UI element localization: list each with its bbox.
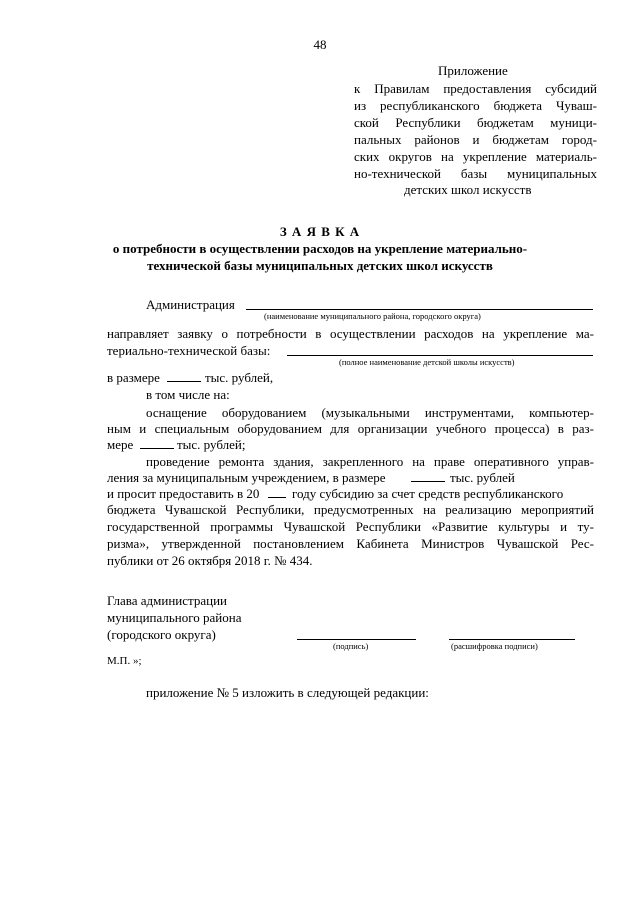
appendix-line: но-технической базы муниципальных: [354, 166, 597, 181]
school-input-line[interactable]: [287, 355, 593, 356]
administration-label: Администрация: [146, 297, 235, 312]
subsidy-line: государственной программы Чувашской Республики «Развитие культуры и ту-: [107, 519, 594, 534]
subsidy-year-label: и просит предоставить в 20: [107, 486, 260, 501]
repair-amount-label: ления за муниципальным учреждением, в размере: [107, 470, 386, 485]
administration-input-line[interactable]: [246, 309, 593, 310]
head-title-line: Глава администрации: [107, 593, 228, 608]
equipment-amount-unit: тыс. рублей;: [177, 437, 246, 452]
head-title-line: муниципального района: [107, 610, 242, 625]
equipment-line: ным и специальным оборудованием для организации учебного процесса) в раз-: [107, 421, 594, 436]
repair-amount-input-line[interactable]: [411, 481, 445, 482]
equipment-line: оснащение оборудованием (музыкальными инструментами, компьютер-: [146, 405, 594, 420]
amount-input-line[interactable]: [167, 381, 201, 382]
administration-caption: (наименование муниципального района, городского округа): [264, 311, 481, 321]
appendix-line: пальных районов и бюджетам город-: [354, 132, 597, 147]
request-line: териально-технической базы:: [107, 343, 271, 358]
document-title: З А Я В К А: [279, 224, 361, 239]
subsidy-line: публики от 26 октября 2018 г. № 434.: [107, 553, 313, 568]
amount-label: в размере: [107, 370, 160, 385]
appendix-title: Приложение: [438, 63, 508, 78]
equipment-amount-input-line[interactable]: [140, 448, 174, 449]
footer-instruction: приложение № 5 изложить в следующей редакции:: [146, 685, 429, 700]
including-label: в том числе на:: [146, 387, 230, 402]
repair-amount-unit: тыс. рублей: [450, 470, 515, 485]
subsidy-line: ризма», утвержденной постановлением Кабинета Министров Чувашской Рес-: [107, 536, 594, 551]
signature-input-line[interactable]: [297, 639, 416, 640]
signature-caption: (подпись): [333, 641, 369, 651]
signature-decode-input-line[interactable]: [449, 639, 575, 640]
document-subtitle-line: о потребности в осуществлении расходов на укрепление материально-: [112, 241, 528, 256]
page-number: 48: [313, 37, 327, 52]
appendix-line: ских округов на укрепление материаль-: [354, 149, 597, 164]
appendix-line: из республиканского бюджета Чуваш-: [354, 98, 597, 113]
amount-unit: тыс. рублей,: [205, 370, 274, 385]
subsidy-text: году субсидию за счет средств республиканского: [292, 486, 564, 501]
appendix-line: ской Республики бюджетам муници-: [354, 115, 597, 130]
request-line: направляет заявку о потребности в осуществлении расходов на укрепление ма-: [107, 326, 594, 341]
signature-decode-caption: (расшифровка подписи): [451, 641, 538, 651]
document-subtitle-line: технической базы муниципальных детских школ искусств: [147, 258, 493, 273]
subsidy-year-input-line[interactable]: [268, 497, 286, 498]
appendix-line: детских школ искусств: [404, 182, 532, 197]
equipment-amount-label: мере: [107, 437, 134, 452]
repair-line: проведение ремонта здания, закрепленного на праве оперативного управ-: [146, 454, 594, 469]
appendix-line: к Правилам предоставления субсидий: [354, 81, 597, 96]
stamp-label: М.П. »;: [107, 655, 142, 667]
head-title-line: (городского округа): [107, 627, 216, 642]
subsidy-line: бюджета Чувашской Республики, предусмотренных на реализацию мероприятий: [107, 502, 594, 517]
school-caption: (полное наименование детской школы искусств): [339, 357, 515, 367]
